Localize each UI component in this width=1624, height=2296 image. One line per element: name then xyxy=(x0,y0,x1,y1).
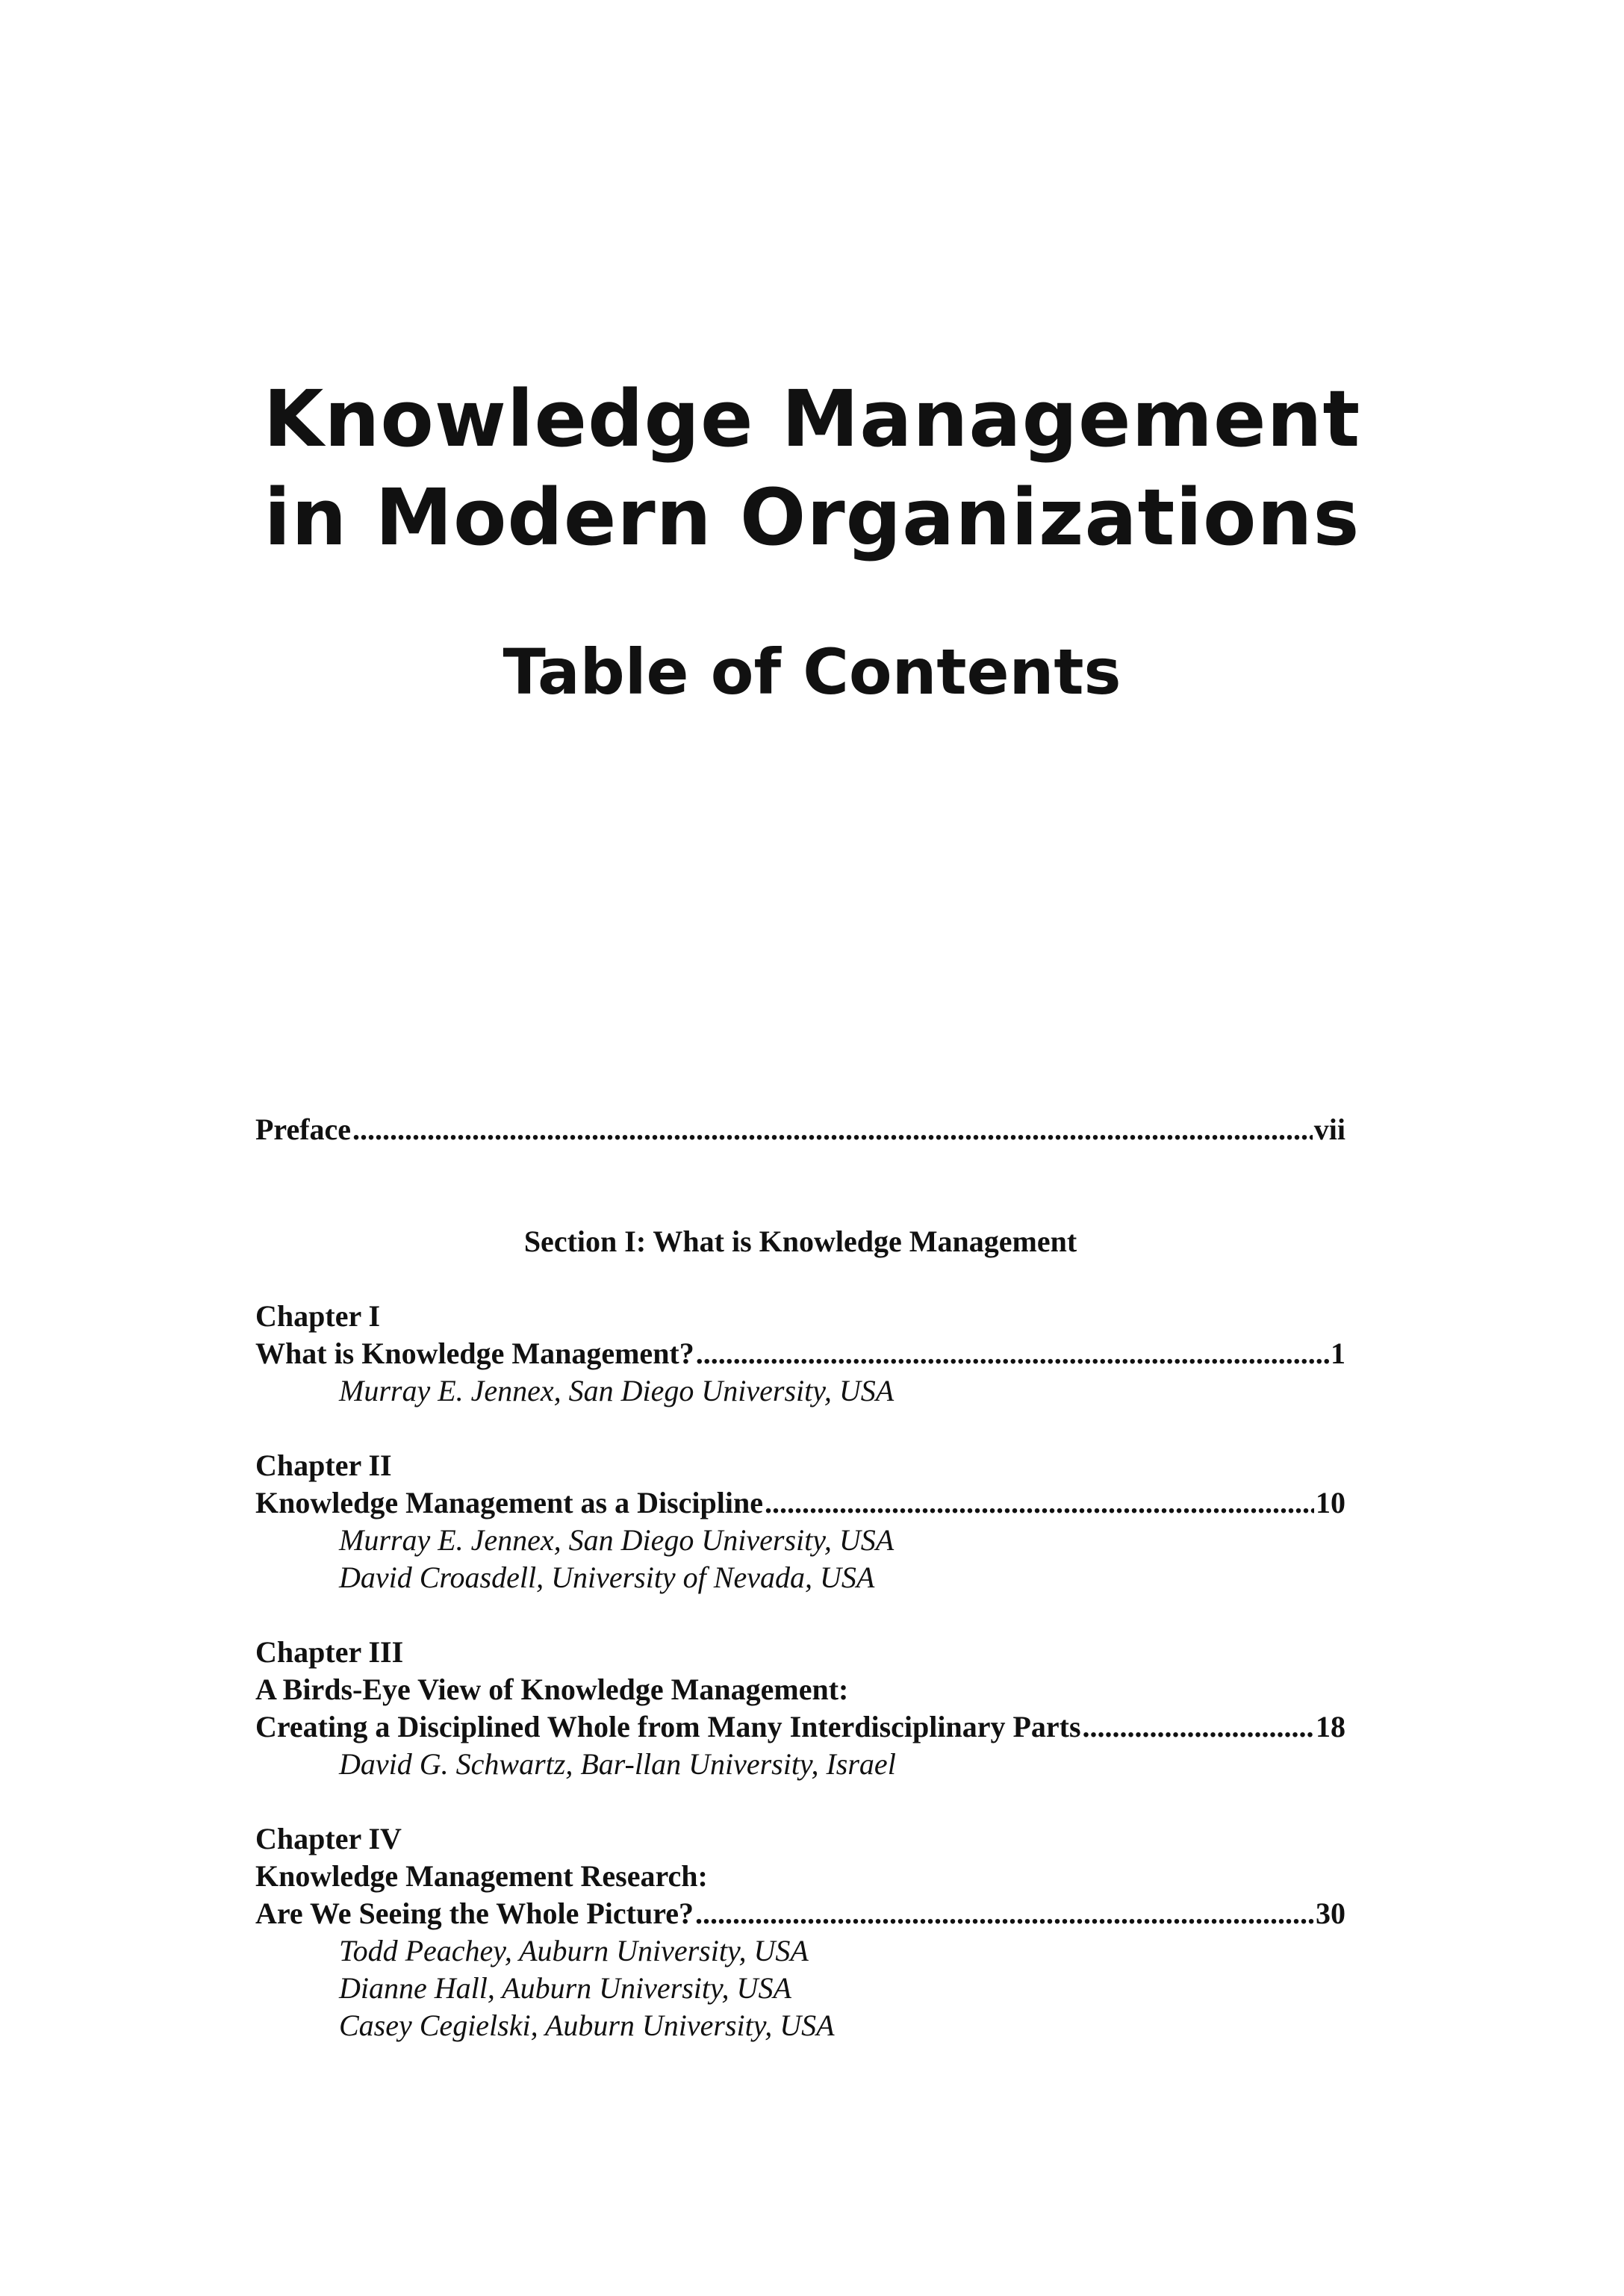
toc-chapter-1 xyxy=(255,1298,1345,1410)
chapter-author: Casey Cegielski, Auburn University, USA xyxy=(339,2009,835,2042)
toc-entry-chapter-3[interactable] xyxy=(255,1708,1345,1746)
table-of-contents xyxy=(255,1111,1345,2082)
chapter-author: Murray E. Jennex, San Diego University, USA xyxy=(339,1374,895,1407)
toc-entry-title: Knowledge Management as a Discipline xyxy=(255,1486,763,1519)
toc-chapter-2 xyxy=(255,1447,1345,1596)
toc-entry-title: Creating a Disciplined Whole from Many Interdisciplinary Parts xyxy=(255,1710,1081,1743)
chapter-author: David Croasdell, University of Nevada, USA xyxy=(339,1561,875,1594)
toc-entry-chapter-1[interactable] xyxy=(255,1335,1345,1372)
toc-page-number: 1 xyxy=(1331,1337,1345,1370)
toc-heading: Table of Contents xyxy=(503,635,1121,709)
chapter-label: Chapter III xyxy=(255,1635,404,1669)
toc-chapter-4 xyxy=(255,1820,1345,2044)
toc-entry-chapter-2[interactable] xyxy=(255,1484,1345,1522)
chapter-author: Dianne Hall, Auburn University, USA xyxy=(339,1971,791,2005)
toc-entry-title: What is Knowledge Management? xyxy=(255,1337,694,1370)
chapter-author: Murray E. Jennex, San Diego University, USA xyxy=(339,1523,895,1557)
dot-leader xyxy=(765,1484,1314,1522)
book-title-line-2: in Modern Organizations xyxy=(264,472,1360,563)
toc-page-number: vii xyxy=(1313,1113,1345,1146)
toc-entry-preface[interactable] xyxy=(255,1111,1345,1148)
toc-page-number: 18 xyxy=(1316,1710,1345,1743)
toc-entry-title: Are We Seeing the Whole Picture? xyxy=(255,1897,694,1930)
section-title: Section I: What is Knowledge Management xyxy=(523,1225,1077,1258)
toc-entry-chapter-4[interactable] xyxy=(255,1895,1345,1932)
book-title-line-1: Knowledge Management xyxy=(263,373,1361,464)
dot-leader xyxy=(696,1335,1329,1372)
chapter-title-line: Knowledge Management Research: xyxy=(255,1859,708,1893)
dot-leader xyxy=(1083,1708,1314,1746)
chapter-author: David G. Schwartz, Bar-llan University, Israel xyxy=(339,1747,896,1781)
chapter-label: Chapter IV xyxy=(255,1822,402,1855)
chapter-label: Chapter II xyxy=(255,1449,392,1482)
chapter-title-line: A Birds-Eye View of Knowledge Management: xyxy=(255,1673,849,1706)
book-title xyxy=(0,370,1624,567)
dot-leader xyxy=(352,1111,1313,1148)
chapter-author: Todd Peachey, Auburn University, USA xyxy=(339,1934,809,1967)
toc-chapter-3 xyxy=(255,1634,1345,1783)
dot-leader xyxy=(695,1895,1314,1932)
toc-entry-title: Preface xyxy=(255,1113,352,1146)
chapter-label: Chapter I xyxy=(255,1299,381,1333)
toc-page-number: 10 xyxy=(1316,1486,1345,1519)
toc-page-number: 30 xyxy=(1316,1897,1345,1930)
